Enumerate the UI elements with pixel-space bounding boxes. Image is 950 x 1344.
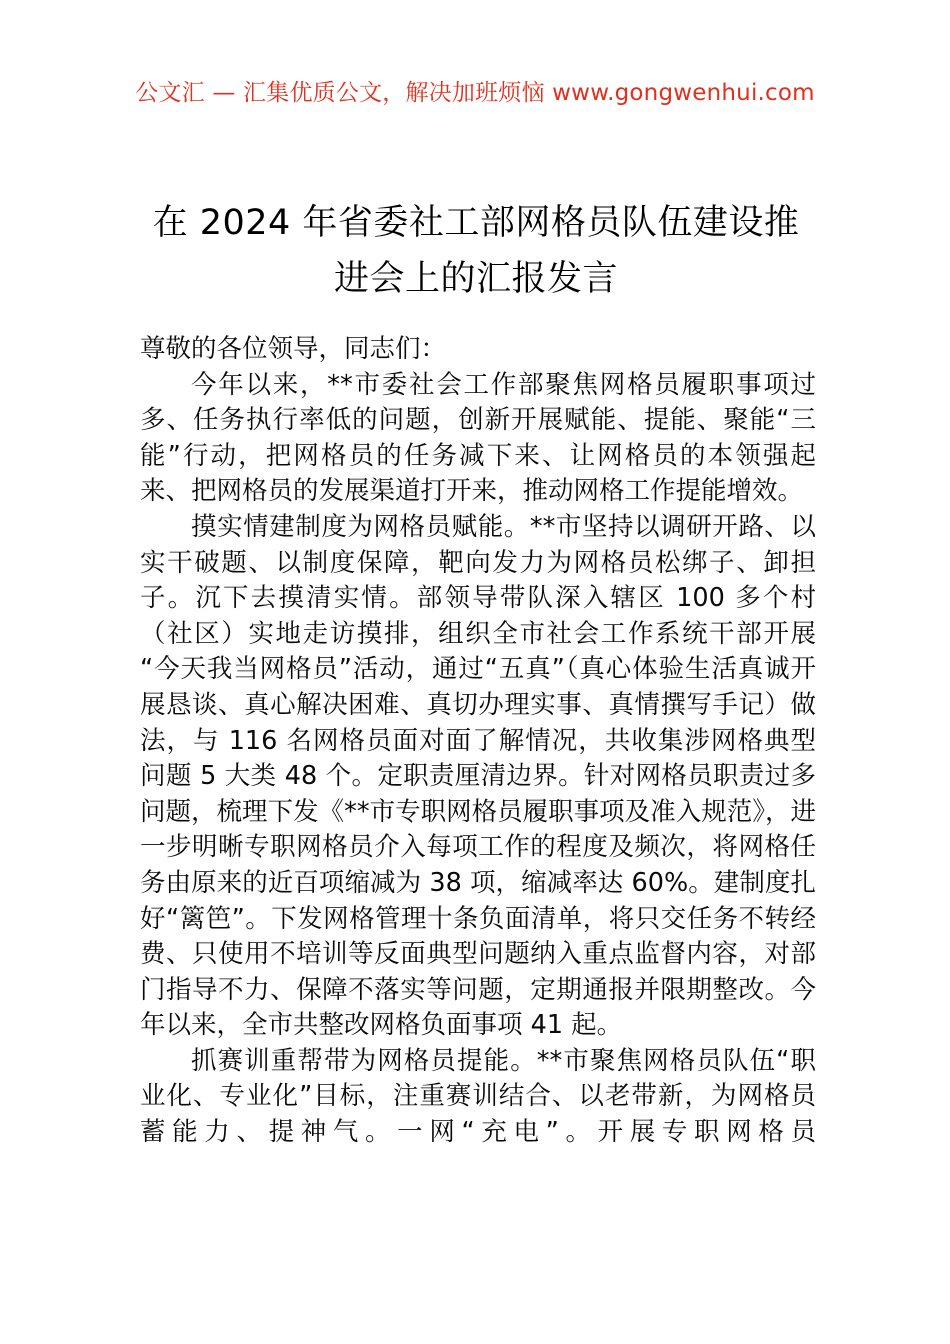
paragraph-salutation: 尊敬的各位领导，同志们：	[140, 334, 447, 364]
site-brand-text: 公文汇 — 汇集优质公文，解决加班烦恼	[135, 80, 545, 106]
paragraph-opening: 今年以来，**市委社会工作部聚焦网格员履职事项过多、任务执行率低的问题，创新开展赋能、提能、聚能“三能”行动，把网格员的任务减下来、让网格员的本领强起来、把网格员的发展渠道打开来，推动网格工作提能增效。	[140, 369, 816, 507]
paragraph-section-2: 抓赛训重帮带为网格员提能。**市聚焦网格员队伍“职业化、专业化”目标，注重赛训结合、以老带新，为网格员蓄能力、提神气。一网“充电”。开展专职网格员	[140, 1045, 816, 1148]
document-body	[140, 332, 816, 1151]
paragraph-section-1: 摸实情建制度为网格员赋能。**市坚持以调研开路、以实干破题、以制度保障，靶向发力为网格员松绑子、卸担子。沉下去摸清实情。部领导带队深入辖区 100 多个村（社区）实地走访摸排，组织全市社会工作系统干部开展“今天我当网格员”活动，通过“五真”（真心体验生活真诚开展恳谈、真心解决困难、真切办理实事、真情撰写手记）做法，与 116 名网格员面对面了解情况，共收集涉网格典型问题 5 大类 48 个。定职责厘清边界。针对网格员职责过多问题，梳理下发《**市专职网格员履职事项及准入规范》，进一步明晰专职网格员介入每项工作的程度及频次，将网格任务由原来的近百项缩减为 38 项，缩减率达 60%。建制度扎好“篱笆”。下发网格管理十条负面清单，将只交任务不转经费、只使用不培训等反面典型问题纳入重点监督内容，对部门指导不力、保障不落实等问题，定期通报并限期整改。今年以来，全市共整改网格负面事项 41 起。	[140, 511, 816, 1041]
site-watermark-header	[0, 78, 950, 108]
site-url-text: www.gongwenhui.com	[552, 80, 815, 106]
page-title: 在 2024 年省委社工部网格员队伍建设推进会上的汇报发言	[152, 203, 800, 300]
